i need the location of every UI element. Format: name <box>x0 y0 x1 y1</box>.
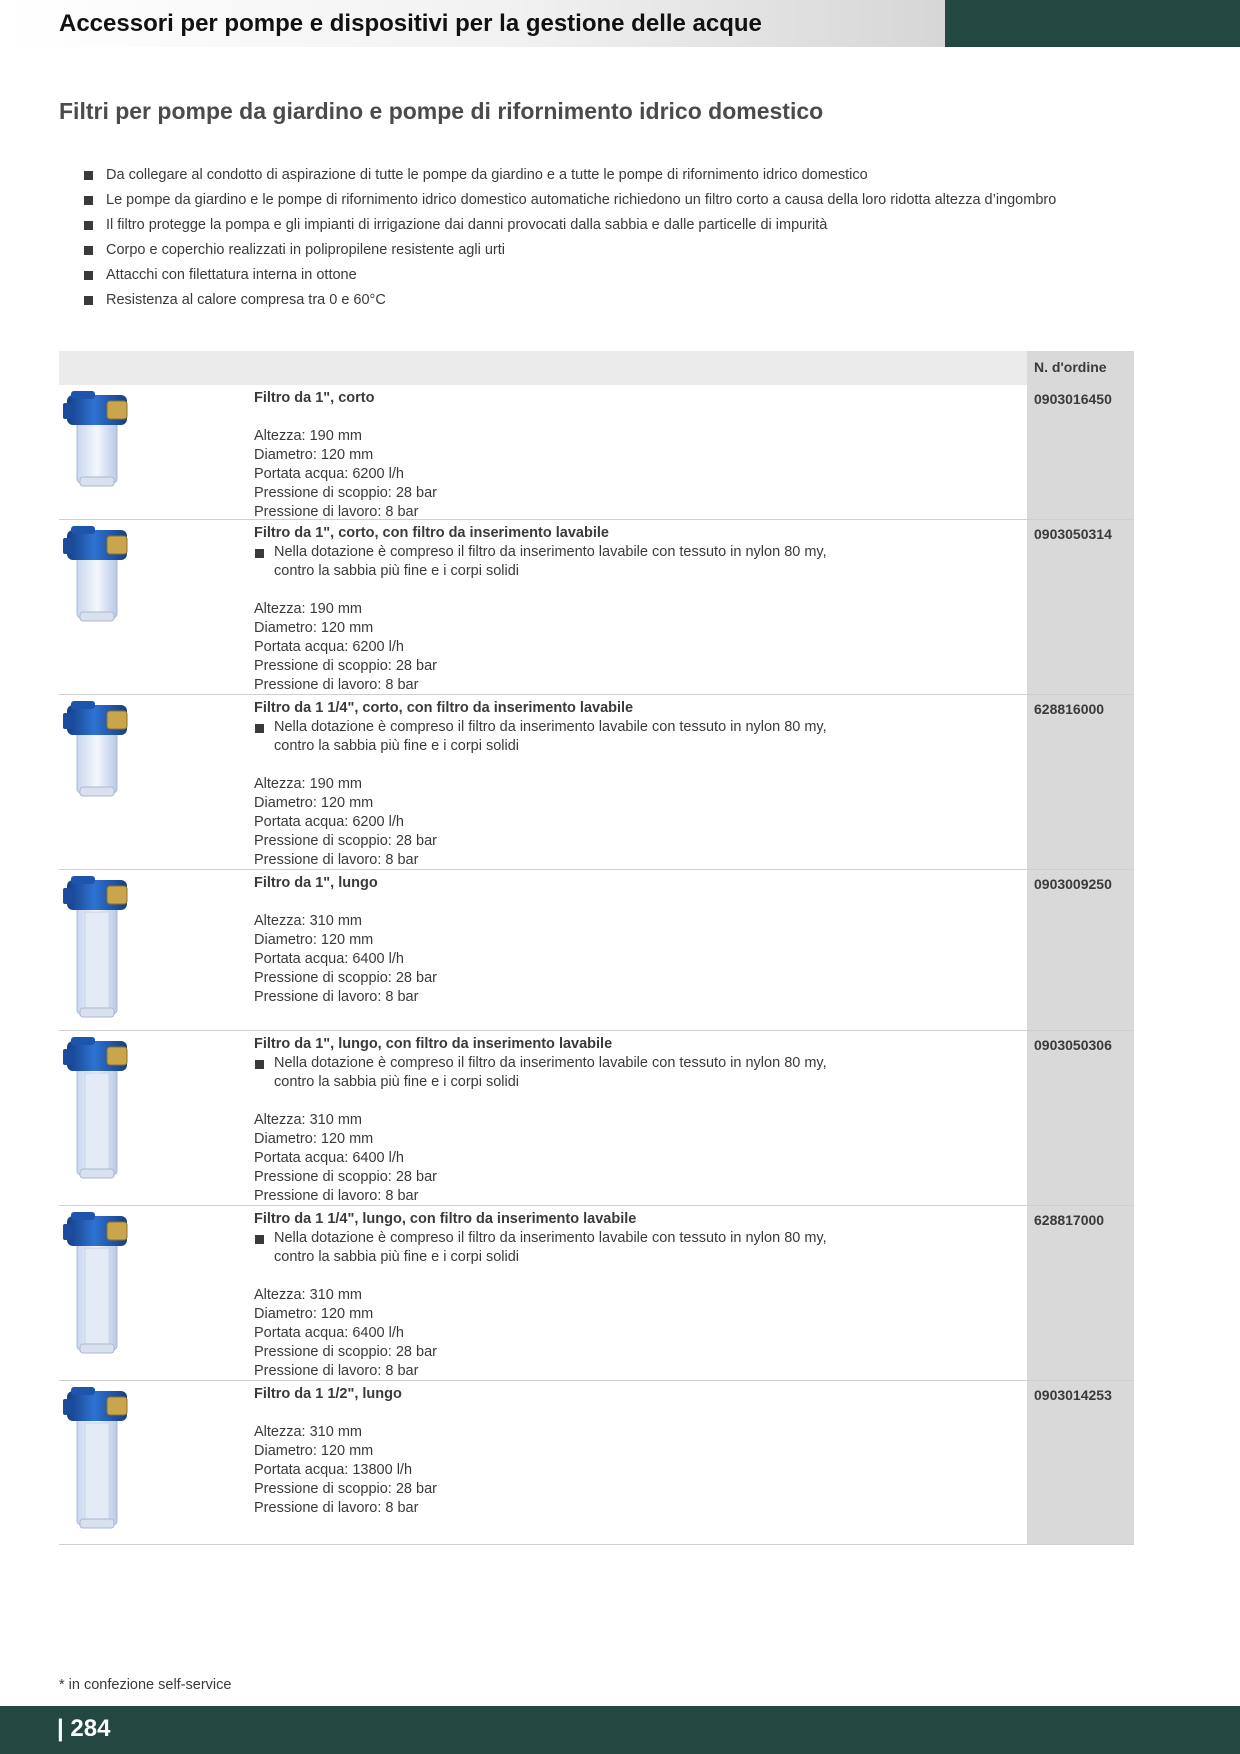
feature-text: Corpo e coperchio realizzati in polipropilene resistente agli urti <box>106 242 505 258</box>
order-cell-bg <box>1027 1381 1134 1544</box>
product-description <box>254 699 1014 870</box>
long-filter-icon <box>61 876 133 1031</box>
bullet-square-icon <box>255 1060 264 1069</box>
short-filter-icon <box>61 701 133 810</box>
product-name: Filtro da 1 1/4", corto, con filtro da inserimento lavabile <box>254 700 634 716</box>
product-name: Filtro da 1", lungo, con filtro da inserimento lavabile <box>254 1036 613 1052</box>
spec-burst-pressure: Pressione di scoppio: 28 bar <box>254 1481 437 1497</box>
product-description <box>254 389 1014 522</box>
order-number: 0903050306 <box>1034 1037 1112 1053</box>
short-filter-icon <box>61 391 133 500</box>
product-note-line: contro la sabbia più fine e i corpi solidi <box>274 1249 520 1265</box>
bullet-square-icon <box>84 271 93 280</box>
bullet-square-icon <box>255 724 264 733</box>
feature-text: Le pompe da giardino e le pompe di rifornimento idrico domestico automatiche richiedono un filtro corto a causa della loro ridotta altezza d’ingombro <box>106 192 1057 208</box>
feature-item <box>84 216 1074 235</box>
table-row <box>59 870 1134 1031</box>
product-note-line: Nella dotazione è compreso il filtro da inserimento lavabile con tessuto in nylon 80 my, <box>274 544 827 560</box>
section-title: Filtri per pompe da giardino e pompe di rifornimento idrico domestico <box>59 98 824 124</box>
order-cell-bg <box>1027 695 1134 869</box>
feature-text: Da collegare al condotto di aspirazione di tutte le pompe da giardino e a tutte le pompe di rifornimento idrico domestico <box>106 167 868 183</box>
feature-text: Il filtro protegge la pompa e gli impianti di irrigazione dai danni provocati dalla sabbia e dalle particelle di impurità <box>106 217 828 233</box>
spec-flow: Portata acqua: 6400 l/h <box>254 1150 404 1166</box>
bullet-square-icon <box>84 246 93 255</box>
bullet-square-icon <box>255 1235 264 1244</box>
product-description <box>254 1385 1014 1518</box>
page-number: | 284 <box>57 1715 111 1742</box>
short-filter-icon <box>61 526 133 635</box>
order-cell-bg <box>1027 1206 1134 1380</box>
spec-burst-pressure: Pressione di scoppio: 28 bar <box>254 1169 437 1185</box>
order-number: 0903009250 <box>1034 876 1112 892</box>
order-number-header: N. d'ordine <box>1034 359 1107 375</box>
table-row <box>59 695 1134 870</box>
bullet-square-icon <box>255 549 264 558</box>
order-number: 0903050314 <box>1034 526 1112 542</box>
feature-item <box>84 241 1074 260</box>
order-number: 628816000 <box>1034 701 1105 717</box>
table-row <box>59 1206 1134 1381</box>
product-note-line: Nella dotazione è compreso il filtro da inserimento lavabile con tessuto in nylon 80 my, <box>274 1055 827 1071</box>
spec-diameter: Diametro: 120 mm <box>254 932 374 948</box>
order-cell-bg <box>1027 520 1134 694</box>
product-description <box>254 874 1014 1007</box>
spec-working-pressure: Pressione di lavoro: 8 bar <box>254 1500 419 1516</box>
spec-flow: Portata acqua: 6200 l/h <box>254 814 404 830</box>
bullet-square-icon <box>84 196 93 205</box>
feature-list <box>84 166 1074 316</box>
spec-flow: Portata acqua: 13800 l/h <box>254 1462 413 1478</box>
spec-height: Altezza: 190 mm <box>254 776 362 792</box>
table-row <box>59 1381 1134 1545</box>
spec-height: Altezza: 310 mm <box>254 1112 362 1128</box>
spec-flow: Portata acqua: 6200 l/h <box>254 466 404 482</box>
spec-diameter: Diametro: 120 mm <box>254 795 374 811</box>
spec-diameter: Diametro: 120 mm <box>254 1443 374 1459</box>
spec-burst-pressure: Pressione di scoppio: 28 bar <box>254 1344 437 1360</box>
table-row <box>59 520 1134 695</box>
product-note-line: contro la sabbia più fine e i corpi solidi <box>274 1074 520 1090</box>
product-note <box>254 1054 1014 1092</box>
product-note <box>254 1229 1014 1267</box>
table-row <box>59 385 1134 520</box>
product-note-line: contro la sabbia più fine e i corpi solidi <box>274 563 520 579</box>
product-note-line: Nella dotazione è compreso il filtro da inserimento lavabile con tessuto in nylon 80 my, <box>274 719 827 735</box>
footnote: * in confezione self-service <box>59 1677 232 1693</box>
spec-diameter: Diametro: 120 mm <box>254 1131 374 1147</box>
order-cell-bg <box>1027 870 1134 1030</box>
spec-height: Altezza: 190 mm <box>254 601 362 617</box>
table-row <box>59 1031 1134 1206</box>
spec-working-pressure: Pressione di lavoro: 8 bar <box>254 1188 419 1204</box>
order-number: 628817000 <box>1034 1212 1105 1228</box>
order-number: 0903014253 <box>1034 1387 1112 1403</box>
feature-item <box>84 291 1074 310</box>
spec-working-pressure: Pressione di lavoro: 8 bar <box>254 989 419 1005</box>
spec-burst-pressure: Pressione di scoppio: 28 bar <box>254 658 437 674</box>
feature-item <box>84 191 1074 210</box>
bullet-square-icon <box>84 296 93 305</box>
spec-working-pressure: Pressione di lavoro: 8 bar <box>254 677 419 693</box>
spec-burst-pressure: Pressione di scoppio: 28 bar <box>254 833 437 849</box>
spec-burst-pressure: Pressione di scoppio: 28 bar <box>254 485 437 501</box>
product-table <box>59 351 1134 1545</box>
long-filter-icon <box>61 1037 133 1192</box>
spec-burst-pressure: Pressione di scoppio: 28 bar <box>254 970 437 986</box>
header-band-green <box>945 0 1240 47</box>
product-name: Filtro da 1", corto, con filtro da inserimento lavabile <box>254 525 609 541</box>
spec-height: Altezza: 310 mm <box>254 1424 362 1440</box>
table-header <box>59 351 1134 385</box>
feature-text: Attacchi con filettatura interna in ottone <box>106 267 357 283</box>
bullet-square-icon <box>84 171 93 180</box>
footer-band <box>0 1706 1240 1754</box>
spec-working-pressure: Pressione di lavoro: 8 bar <box>254 1363 419 1379</box>
feature-item <box>84 166 1074 185</box>
spec-diameter: Diametro: 120 mm <box>254 620 374 636</box>
product-name: Filtro da 1 1/4", lungo, con filtro da inserimento lavabile <box>254 1211 637 1227</box>
feature-item <box>84 266 1074 285</box>
product-name: Filtro da 1", corto <box>254 390 375 406</box>
product-note-line: contro la sabbia più fine e i corpi solidi <box>274 738 520 754</box>
spec-diameter: Diametro: 120 mm <box>254 447 374 463</box>
product-name: Filtro da 1", lungo <box>254 875 378 891</box>
chapter-title: Accessori per pompe e dispositivi per la gestione delle acque <box>59 10 762 37</box>
bullet-square-icon <box>84 221 93 230</box>
product-name: Filtro da 1 1/2", lungo <box>254 1386 402 1402</box>
spec-flow: Portata acqua: 6400 l/h <box>254 1325 404 1341</box>
long-filter-icon <box>61 1387 133 1542</box>
spec-height: Altezza: 310 mm <box>254 913 362 929</box>
product-description <box>254 1210 1014 1381</box>
product-description <box>254 524 1014 695</box>
feature-text: Resistenza al calore compresa tra 0 e 60°C <box>106 292 386 308</box>
product-description <box>254 1035 1014 1206</box>
order-number: 0903016450 <box>1034 391 1112 407</box>
spec-diameter: Diametro: 120 mm <box>254 1306 374 1322</box>
spec-working-pressure: Pressione di lavoro: 8 bar <box>254 852 419 868</box>
product-note <box>254 543 1014 581</box>
product-note-line: Nella dotazione è compreso il filtro da inserimento lavabile con tessuto in nylon 80 my, <box>274 1230 827 1246</box>
spec-height: Altezza: 190 mm <box>254 428 362 444</box>
long-filter-icon <box>61 1212 133 1367</box>
spec-working-pressure: Pressione di lavoro: 8 bar <box>254 504 419 520</box>
product-note <box>254 718 1014 756</box>
spec-flow: Portata acqua: 6400 l/h <box>254 951 404 967</box>
order-cell-bg <box>1027 1031 1134 1205</box>
spec-flow: Portata acqua: 6200 l/h <box>254 639 404 655</box>
spec-height: Altezza: 310 mm <box>254 1287 362 1303</box>
